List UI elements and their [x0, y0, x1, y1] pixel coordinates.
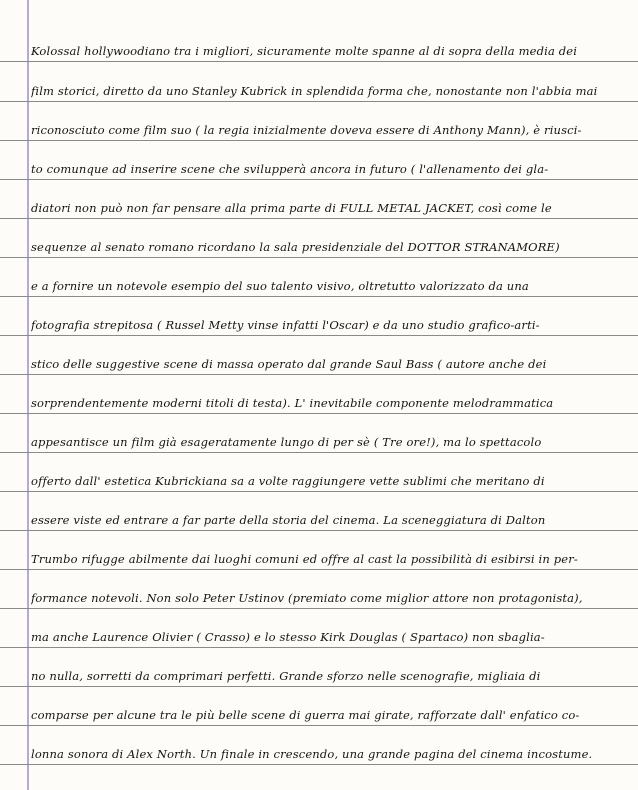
text-line: diatori non può non far pensare alla prima parte di FULL METAL JACKET, così come le [31, 201, 552, 215]
text-line: offerto dall' estetica Kubrickiana sa a volte raggiungere vette sublimi che meritano di [31, 474, 545, 488]
text-line: stico delle suggestive scene di massa operato dal grande Saul Bass ( autore anche dei [31, 357, 547, 371]
ruled-line [0, 647, 638, 648]
ruled-line [0, 725, 638, 726]
text-line: formance notevoli. Non solo Peter Ustinov (premiato come miglior attore non protagonista), [31, 591, 583, 605]
text-line: film storici, diretto da uno Stanley Kubrick in splendida forma che, nonostante non l'abbia mai [31, 84, 598, 98]
ruled-line [0, 764, 638, 765]
ruled-line [0, 61, 638, 62]
ruled-line [0, 140, 638, 141]
text-line: no nulla, sorretti da comprimari perfetti. Grande sforzo nelle scenografie, migliaia di [31, 669, 541, 683]
text-line: Trumbo rifugge abilmente dai luoghi comuni ed offre al cast la possibilità di esibirsi in per- [31, 552, 578, 566]
text-line: e a fornire un notevole esempio del suo talento visivo, oltretutto valorizzato da una [31, 279, 529, 293]
text-line: sequenze al senato romano ricordano la sala presidenziale del DOTTOR STRANAMORE) [31, 240, 560, 254]
ruled-line [0, 218, 638, 219]
text-line: lonna sonora di Alex North. Un finale in crescendo, una grande pagina del cinema incostume. [31, 747, 593, 761]
text-line: riconosciuto come film suo ( la regia inizialmente doveva essere di Anthony Mann), è riusci- [31, 123, 582, 137]
ruled-line [0, 179, 638, 180]
ruled-line [0, 452, 638, 453]
text-line: comparse per alcune tra le più belle scene di guerra mai girate, rafforzate dall' enfatico co- [31, 708, 580, 722]
ruled-line [0, 608, 638, 609]
text-line: sorprendentemente moderni titoli di testa). L' inevitabile componente melodrammatica [31, 396, 554, 410]
ruled-line [0, 257, 638, 258]
ruled-line [0, 101, 638, 102]
text-line: ma anche Laurence Olivier ( Crasso) e lo stesso Kirk Douglas ( Spartaco) non sbaglia- [31, 630, 545, 644]
ruled-line [0, 686, 638, 687]
ruled-line [0, 530, 638, 531]
text-line: to comunque ad inserire scene che svilupperà ancora in futuro ( l'allenamento dei gla- [31, 162, 549, 176]
ruled-line [0, 413, 638, 414]
ruled-line [0, 569, 638, 570]
ruled-line [0, 296, 638, 297]
ruled-line [0, 335, 638, 336]
ruled-line [0, 374, 638, 375]
text-line: fotografia strepitosa ( Russel Metty vinse infatti l'Oscar) e da uno studio grafico-arti- [31, 318, 540, 332]
ruled-line [0, 491, 638, 492]
text-line: essere viste ed entrare a far parte della storia del cinema. La sceneggiatura di Dalton [31, 513, 546, 527]
text-line: Kolossal hollywoodiano tra i migliori, sicuramente molte spanne al di sopra della media dei [31, 44, 578, 58]
text-line: appesantisce un film già esageratamente lungo di per sè ( Tre ore!), ma lo spettacolo [31, 435, 542, 449]
